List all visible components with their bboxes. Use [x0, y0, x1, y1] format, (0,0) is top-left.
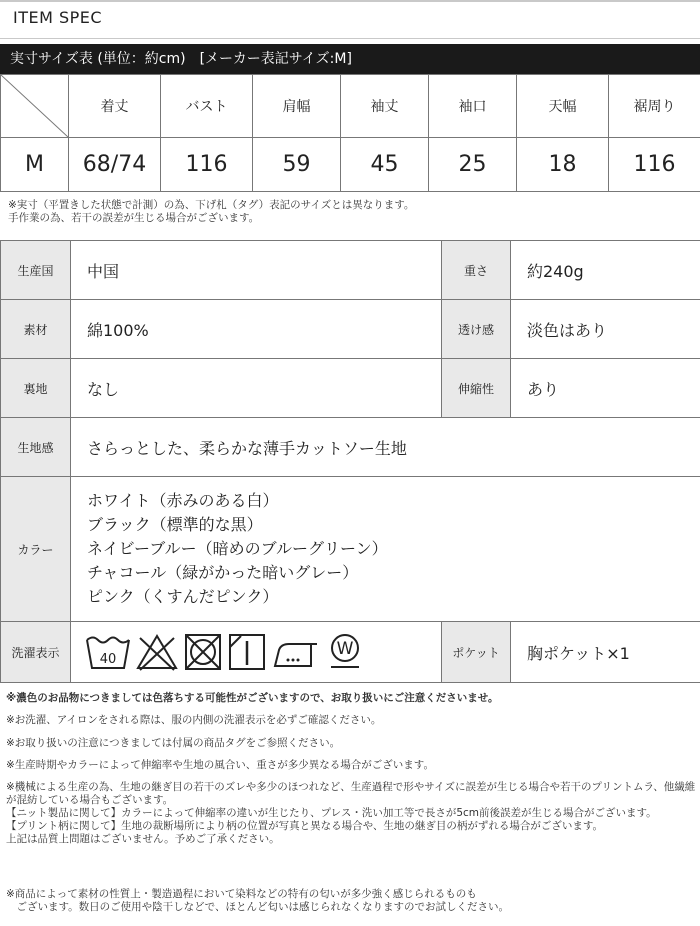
- size-col-header: 袖口: [429, 75, 517, 138]
- size-col-header: 裾周り: [609, 75, 700, 138]
- size-col-header: バスト: [161, 75, 253, 138]
- size-value: 59: [253, 138, 341, 192]
- care-symbol-row: [71, 632, 441, 672]
- care-symbols: [71, 622, 442, 683]
- texture-value: さらっとした、柔らかな薄手カットソー生地: [71, 418, 700, 477]
- wash-40-icon: [85, 632, 131, 672]
- texture-label: 生地感: [1, 418, 71, 477]
- size-col-header: 着丈: [69, 75, 161, 138]
- spec-row-lining: [1, 359, 700, 418]
- wet-clean-letter: W: [336, 639, 354, 659]
- stretch-label: 伸縮性: [442, 359, 511, 418]
- page-title: ITEM SPEC: [13, 8, 103, 27]
- header-bottom-rule: [0, 38, 700, 39]
- spec-row-care: [1, 622, 700, 683]
- size-table: [0, 74, 700, 192]
- color-list: [71, 477, 700, 622]
- color-item: チャコール（緑がかった暗いグレー）: [87, 563, 359, 582]
- no-tumble-dry-icon: [183, 632, 223, 672]
- size-note: ※実寸（平置きした状態で計測）の為、下げ札（タグ）表記のサイズとは異なります。 手作業の為、若干の誤差が生じる場合がございます。: [8, 199, 415, 224]
- size-corner-cell: [1, 75, 69, 138]
- lining-label: 裏地: [1, 359, 71, 418]
- note-production: ※生産時期やカラーによって伸縮率や生地の風合い、重さが多少異なる場合がございます。: [6, 759, 434, 771]
- stretch-value: あり: [511, 359, 700, 418]
- spec-table: [0, 240, 700, 683]
- header-top-rule: [0, 0, 700, 2]
- spec-row-origin: [1, 241, 700, 300]
- material-value: 綿100%: [71, 300, 442, 359]
- color-label: カラー: [1, 477, 71, 622]
- size-row-label: M: [1, 138, 69, 192]
- pocket-label: ポケット: [442, 622, 511, 683]
- origin-label: 生産国: [1, 241, 71, 300]
- size-col-header: 袖丈: [341, 75, 429, 138]
- color-item: ネイビーブルー（暗めのブルーグリーン）: [87, 539, 388, 558]
- diagonal-divider: [1, 75, 68, 137]
- size-value-row: [1, 138, 700, 192]
- no-bleach-icon: [135, 632, 179, 672]
- size-col-header: 天幅: [517, 75, 609, 138]
- wet-clean-icon: [325, 632, 365, 672]
- color-item: ピンク（くすんだピンク）: [87, 587, 279, 606]
- size-header-row: [1, 75, 700, 138]
- size-value: 18: [517, 138, 609, 192]
- color-item: ホワイト（赤みのある白）: [87, 491, 279, 510]
- note-washing: ※お洗濯、アイロンをされる際は、服の内側の洗濯表示を必ずご確認ください。: [6, 714, 382, 726]
- spec-row-material: [1, 300, 700, 359]
- item-spec-header: [0, 0, 700, 40]
- size-value: 68/74: [69, 138, 161, 192]
- spec-row-texture: [1, 418, 700, 477]
- wash-temp-text: 40: [99, 652, 117, 667]
- iron-low-icon: [271, 632, 321, 672]
- size-value: 116: [609, 138, 700, 192]
- care-label: 洗濯表示: [1, 622, 71, 683]
- size-table-caption: 実寸サイズ表 (単位：約cm) [メーカー表記サイズ:M]: [0, 44, 700, 74]
- size-value: 116: [161, 138, 253, 192]
- note-odor: ※商品によって素材の性質上・製造過程において染料などの特有の匂いが多少強く感じられるものも ございます。数日のご使用や陰干しなどで、ほとんど匂いは感じられなくなりますのでお試しください。: [6, 888, 509, 913]
- pocket-value: 胸ポケット×1: [511, 622, 700, 683]
- origin-value: 中国: [71, 241, 442, 300]
- note-dark-colors: ※濃色のお品物につきましては色落ちする可能性がございますので、お取り扱いにご注意くださいませ。: [6, 692, 499, 704]
- size-value: 25: [429, 138, 517, 192]
- size-value: 45: [341, 138, 429, 192]
- size-col-header: 肩幅: [253, 75, 341, 138]
- spec-row-color: [1, 477, 700, 622]
- lining-value: なし: [71, 359, 442, 418]
- color-item: ブラック（標準的な黒）: [87, 515, 263, 534]
- transparency-label: 透け感: [442, 300, 511, 359]
- note-machine: ※機械による生産の為、生地の継ぎ目の若干のズレや多少のほつれなど、生産過程で形やサイズに誤差が生じる場合や若干のプリントムラ、他繊維が混紡している場合もございます。 【ニット製品に関して】カラーによって伸縮率の違いが生じたり、プレス・洗い加工等で長さが5cm前後誤差が生じる場合がございます。 【プリント柄に関して】生地の裁断場所により柄の位置が写真と異なる場合や、生地の継ぎ目の柄がずれる場合がございます。 上記は品質上問題はございません。予めご了承ください。: [6, 781, 696, 845]
- weight-value: 約240g: [511, 241, 700, 300]
- transparency-value: 淡色はあり: [511, 300, 700, 359]
- material-label: 素材: [1, 300, 71, 359]
- weight-label: 重さ: [442, 241, 511, 300]
- note-handling: ※お取り扱いの注意につきましては付属の商品タグをご参照ください。: [6, 737, 341, 749]
- line-dry-icon: [227, 632, 267, 672]
